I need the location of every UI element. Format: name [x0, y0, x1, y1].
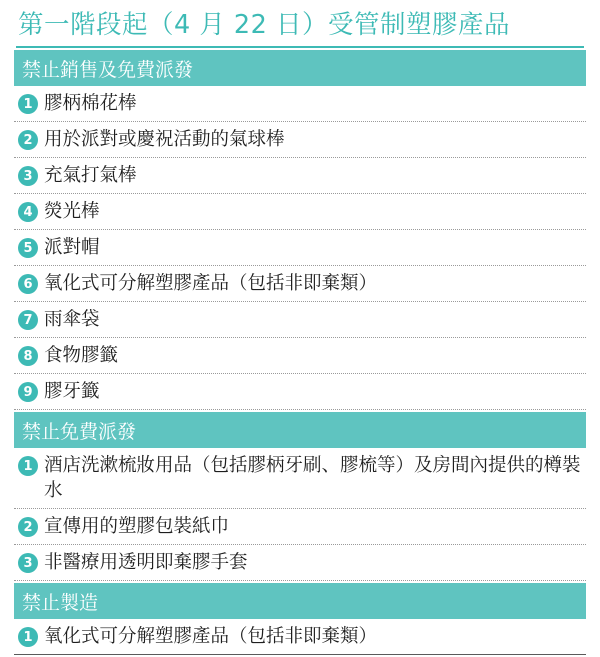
circled-number-icon: 3	[18, 166, 38, 186]
list-item-text: 熒光棒	[44, 201, 100, 222]
list-item	[14, 194, 586, 230]
list-item	[14, 545, 586, 581]
circled-number-icon: 2	[18, 130, 38, 150]
list-item	[14, 158, 586, 194]
circled-number-icon: 3	[18, 553, 38, 573]
list-item-text: 非醫療用透明即棄膠手套	[44, 552, 248, 573]
circled-number-icon: 9	[18, 382, 38, 402]
list-item-text: 食物膠籤	[44, 345, 119, 366]
list-item	[14, 86, 586, 122]
list-item	[14, 374, 586, 410]
section-header-free-distribution: 禁止免費派發	[14, 412, 586, 448]
list-item-text: 雨傘袋	[44, 309, 100, 330]
list-item	[14, 448, 586, 509]
list-item	[14, 230, 586, 266]
list-item	[14, 619, 586, 655]
list-item	[14, 122, 586, 158]
list-item-text: 氧化式可分解塑膠產品（包括非即棄類）	[44, 626, 378, 647]
page-title: 第一階段起（4 月 22 日）受管制塑膠產品	[18, 10, 510, 40]
list-item	[14, 338, 586, 374]
circled-number-icon: 4	[18, 202, 38, 222]
circled-number-icon: 7	[18, 310, 38, 330]
list-item-text: 宣傳用的塑膠包裝紙巾	[44, 516, 230, 537]
section-header-sales-and-free-distribution: 禁止銷售及免費派發	[14, 50, 586, 86]
list-item	[14, 266, 586, 302]
list-item-text: 充氣打氣棒	[44, 165, 137, 186]
circled-number-icon: 5	[18, 238, 38, 258]
list-item	[14, 302, 586, 338]
list-item-text: 酒店洗漱梳妝用品（包括膠柄牙刷、膠梳等）及房間內提供的樽裝水	[44, 455, 581, 501]
circled-number-icon: 6	[18, 274, 38, 294]
list-item-text: 氧化式可分解塑膠產品（包括非即棄類）	[44, 273, 378, 294]
circled-number-icon: 1	[18, 456, 38, 476]
circled-number-icon: 2	[18, 517, 38, 537]
title-divider	[16, 46, 584, 48]
list-item-text: 用於派對或慶祝活動的氣球棒	[44, 129, 285, 150]
list-item-text: 膠柄棉花棒	[44, 93, 137, 114]
circled-number-icon: 1	[18, 94, 38, 114]
list-item-text: 膠牙籤	[44, 381, 100, 402]
list-item-text: 派對帽	[44, 237, 100, 258]
circled-number-icon: 8	[18, 346, 38, 366]
circled-number-icon: 1	[18, 627, 38, 647]
section-header-manufacturing: 禁止製造	[14, 583, 586, 619]
list-item	[14, 509, 586, 545]
